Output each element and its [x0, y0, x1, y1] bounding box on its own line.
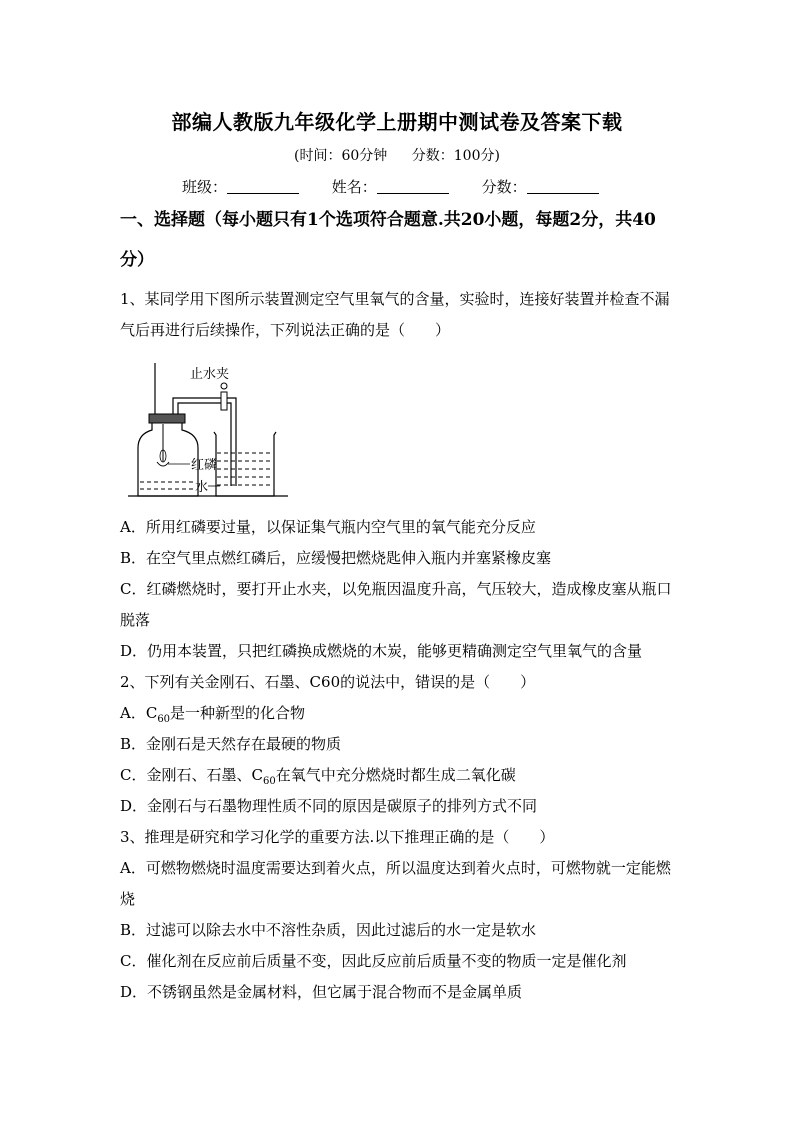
points-field	[482, 176, 599, 197]
q2-a-sub: 60	[157, 714, 171, 725]
q2-c-sub: 60	[262, 776, 276, 787]
page-title: 部编人教版九年级化学上册期中测试卷及答案下载	[171, 110, 623, 134]
q2-c-pre: C．金刚石、石墨、C	[120, 766, 263, 784]
q2-option-b: B．金刚石是天然存在最硬的物质	[120, 735, 342, 753]
points-blank[interactable]	[527, 179, 599, 194]
phosphorus-label: 红磷	[191, 458, 218, 473]
water-label: 水	[195, 480, 209, 495]
clamp-label: 止水夹	[190, 367, 230, 382]
q1-option-c: C．红磷燃烧时，要打开止水夹，以免瓶因温度升高，气压较大，造成橡皮塞从瓶口脱落	[120, 580, 672, 629]
q2-stem: 2、下列有关金刚石、石墨、C60的说法中，错误的是（ ）	[120, 673, 536, 691]
name-label: 姓名：	[331, 178, 377, 196]
class-label: 班级：	[182, 178, 228, 196]
name-blank[interactable]	[377, 179, 449, 194]
q1-stem: 1、某同学用下图所示装置测定空气里氧气的含量，实验时，连接好装置并检查不漏气后再进行后续操作，下列说法正确的是（ ）	[120, 290, 670, 339]
class-field	[182, 176, 299, 197]
student-info	[182, 176, 627, 197]
exam-score: 分数：100分)	[411, 148, 500, 164]
name-field	[332, 176, 449, 197]
q3-option-d: D．不锈钢虽然是金属材料，但它属于混合物而不是金属单质	[120, 983, 523, 1001]
q3-option-c: C．催化剂在反应前后质量不变，因此反应前后质量不变的物质一定是催化剂	[120, 952, 627, 970]
q3-option-a: A．可燃物燃烧时温度需要达到着火点，所以温度达到着火点时，可燃物就一定能燃烧	[120, 859, 671, 908]
exam-time: (时间：60分钟	[294, 148, 388, 164]
exam-meta	[0, 145, 794, 165]
q2-option-d: D．金刚石与石墨物理性质不同的原因是碳原子的排列方式不同	[120, 797, 538, 815]
q2-a-post: 是一种新型的化合物	[170, 704, 306, 722]
section-heading: 一、选择题（每小题只有1个选项符合题意.共20小题，每题2分，共40分）	[120, 210, 656, 270]
q1-option-b: B．在空气里点燃红磷后，应缓慢把燃烧匙伸入瓶内并塞紧橡皮塞	[120, 549, 552, 567]
q2-c-post: 在氧气中充分燃烧时都生成二氧化碳	[275, 766, 516, 784]
class-blank[interactable]	[227, 179, 299, 194]
oxygen-experiment-diagram	[128, 358, 288, 500]
points-label: 分数：	[481, 178, 527, 196]
q1-option-a: A．所用红磷要过量，以保证集气瓶内空气里的氧气能充分反应	[120, 518, 536, 536]
q1-option-d: D．仍用本装置，只把红磷换成燃烧的木炭，能够更精确测定空气里氧气的含量	[120, 642, 643, 660]
q3-stem: 3、推理是研究和学习化学的重要方法.以下推理正确的是（ ）	[120, 828, 555, 846]
q2-a-pre: A．C	[120, 704, 158, 722]
q3-option-b: B．过滤可以除去水中不溶性杂质，因此过滤后的水一定是软水	[120, 921, 537, 939]
